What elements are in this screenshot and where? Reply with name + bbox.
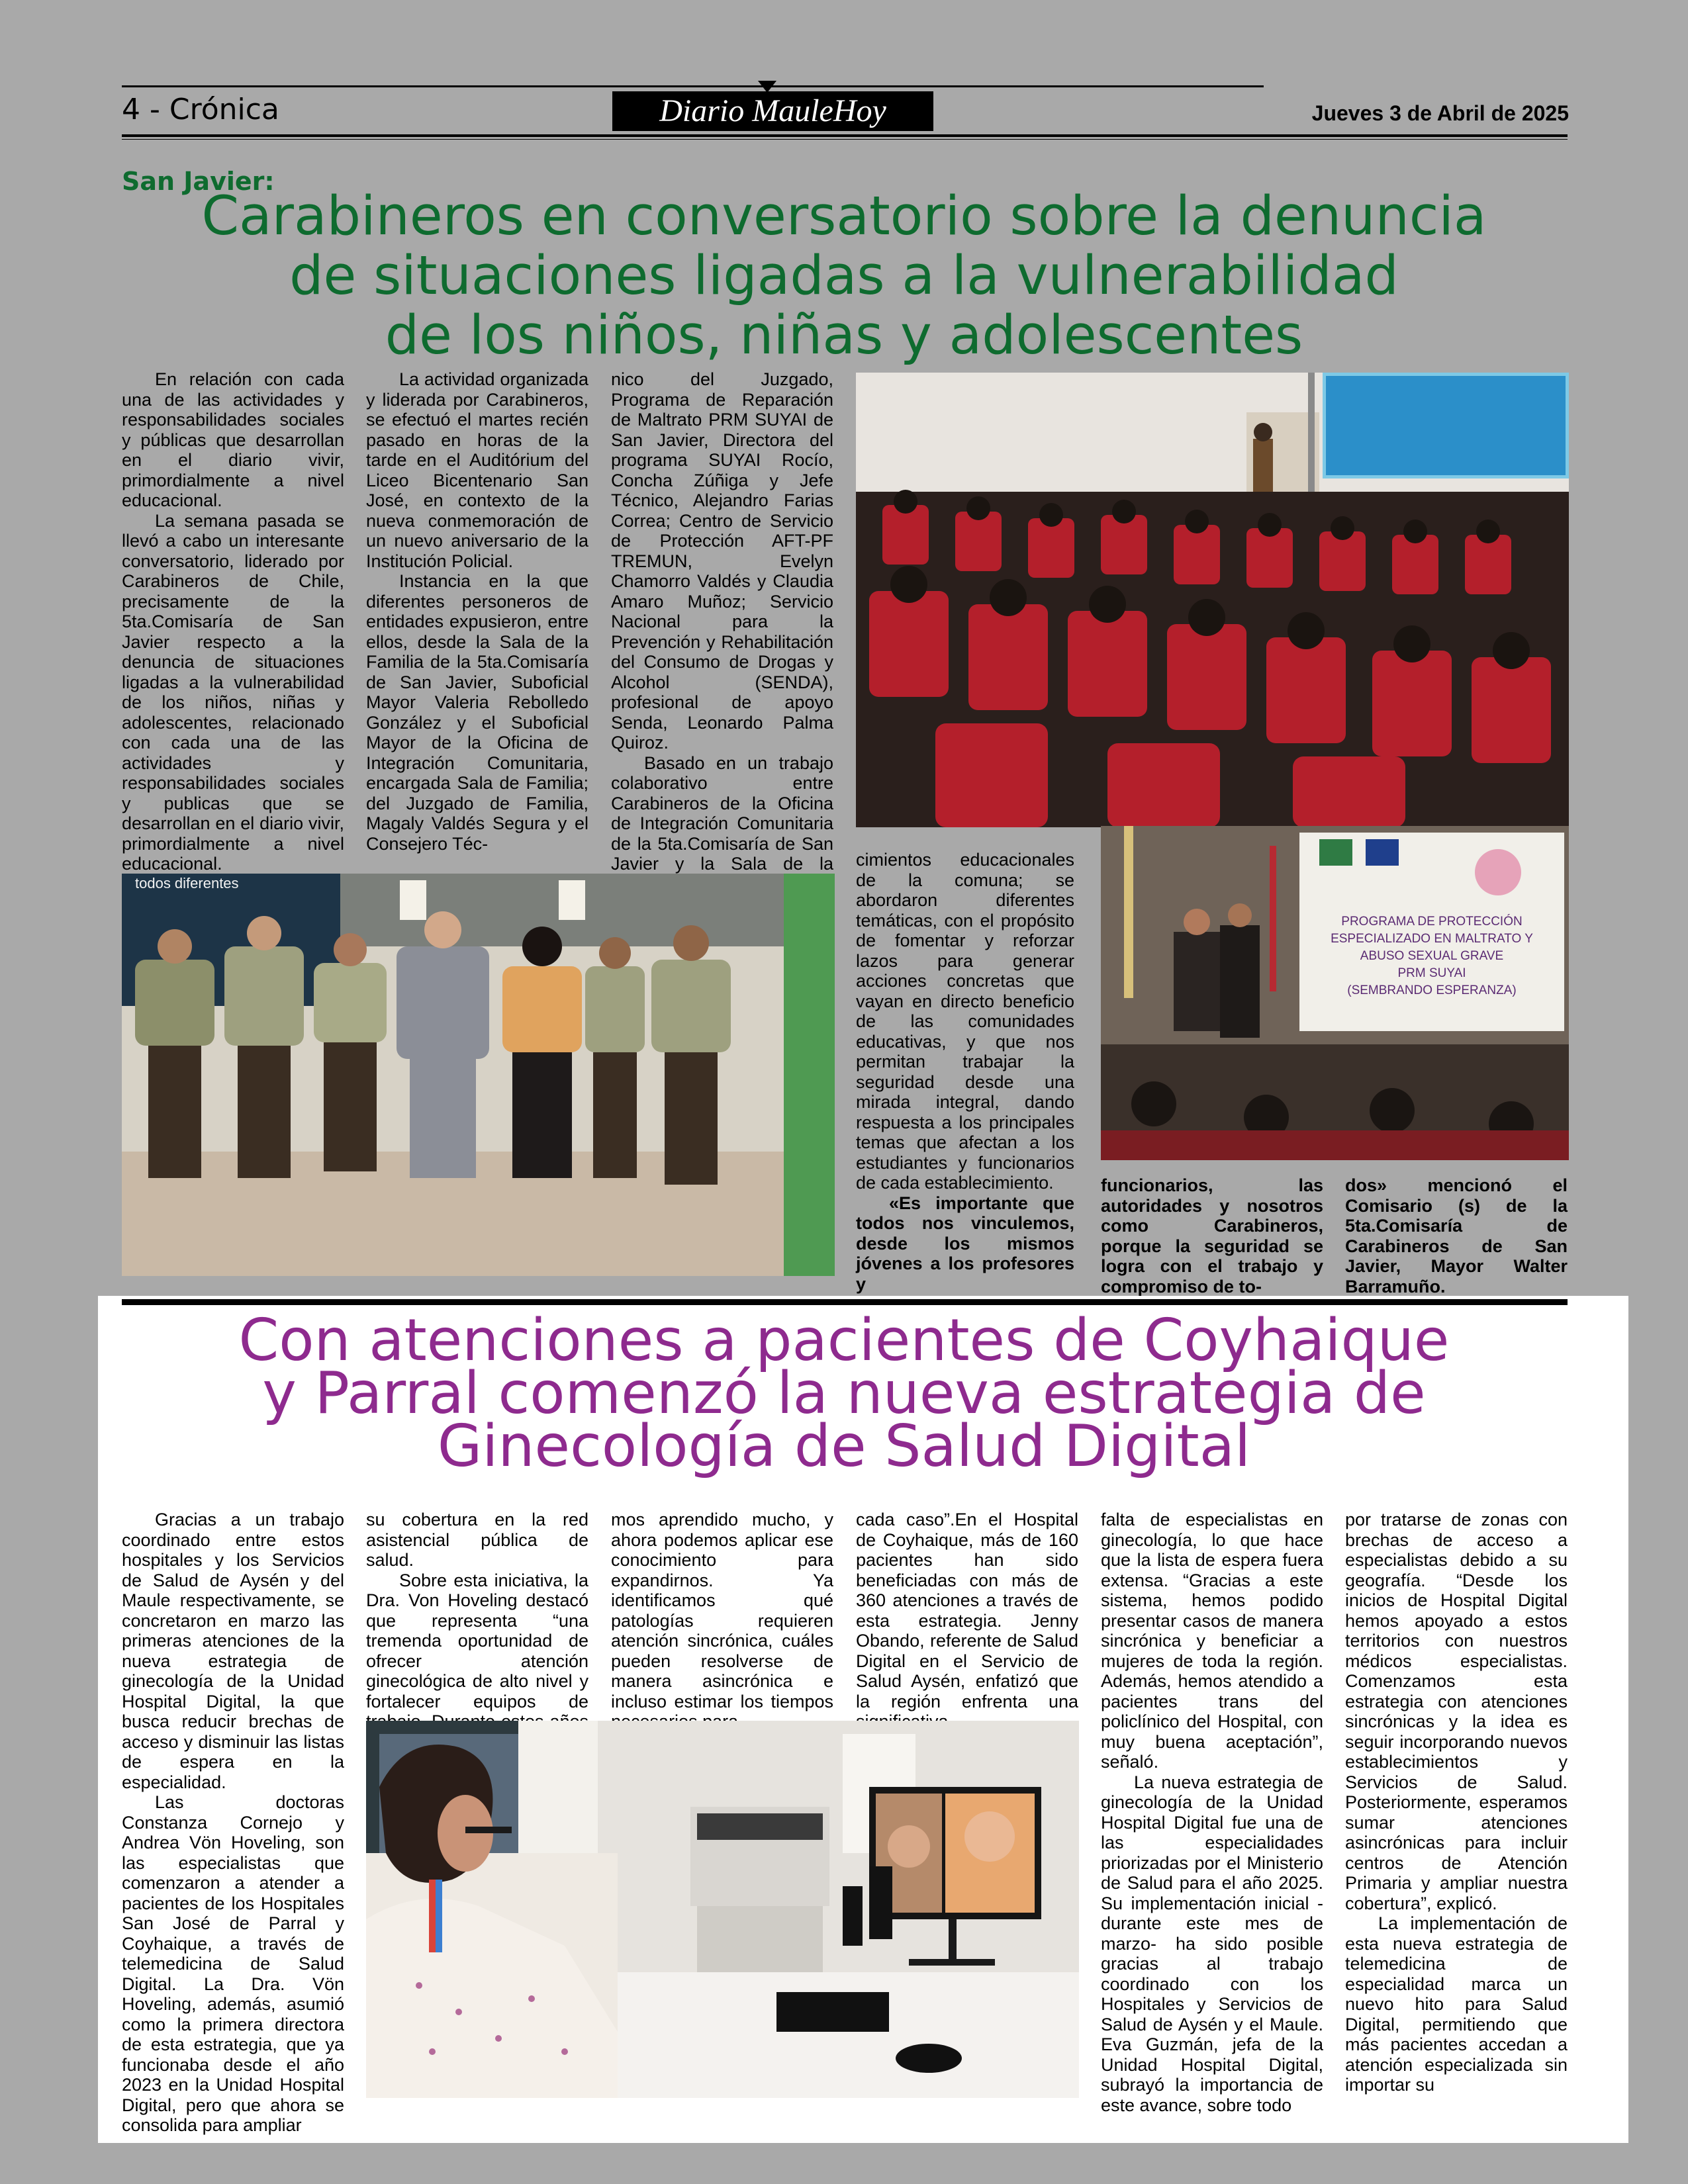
- article1-kicker: San Javier:: [122, 167, 275, 196]
- article2-column-6: [1345, 1510, 1568, 2095]
- article2-column-5: [1101, 1510, 1323, 2115]
- paragraph: Gracias a un trabajo coordinado entre estos hospitales y los Servicios de Salud de Aysén y del Maule respectivamente, se concretaron en marzo las primeras atenciones de la nueva estrategia de ginecología de la Unidad Hospital Digital, la que busca reducir brechas de acceso y disminuir las listas de espera en la especialidad.: [122, 1510, 344, 1792]
- quote-paragraph: dos» mencionó el Comisario (s) de la 5ta.Comisaría de Carabineros de San Javier, Mayor Walter Barramuño.: [1345, 1175, 1568, 1297]
- article1-column-3: [611, 369, 833, 915]
- slide-line1: PROGRAMA DE PROTECCIÓN: [1341, 915, 1523, 929]
- paragraph: La implementación de esta nueva estrategia de telemedicina de especialidad marca un nuevo hito para Salud Digital, permitiendo que más pacientes accedan a atención especializada sin importar su: [1345, 1913, 1568, 2095]
- paragraph: La actividad organizada y liderada por Carabineros, se efectuó el martes recién pasado en horas de la tarde en el Auditórium del Liceo Bicentenario San José, en contexto de la nueva conmemoración de un nuevo aniversario de la Institución Policial.: [366, 369, 588, 571]
- article1-column-5: [1101, 1175, 1323, 1297]
- header-bottom-rule-thin: [122, 139, 1568, 140]
- paragraph: Basado en un trabajo colaborativo entre Carabineros de la Oficina de Integración Comunitaria de la 5ta.Comisaría de San Javier y la Sala de la: [611, 752, 833, 874]
- article2-column-3: [611, 1510, 833, 1732]
- article2-headline-line2: y Parral comenzó la nueva estrategia de: [262, 1359, 1426, 1427]
- slide-line3: ABUSO SEXUAL GRAVE: [1360, 949, 1504, 963]
- article1-headline-line3: de los niños, niñas y adolescentes: [385, 304, 1303, 367]
- paragraph: En relación con cada una de las actividades y responsabilidades sociales y públicas que desarrollan en el diario vivir, primordialmente a nivel educacional.: [122, 369, 344, 510]
- slide-line4: PRM SUYAI: [1397, 966, 1466, 980]
- article2-column-4: [856, 1510, 1078, 1732]
- header-top-rule: [122, 85, 1264, 87]
- slide-line5: (SEMBRANDO ESPERANZA): [1347, 983, 1517, 997]
- article2-column-2: [366, 1510, 588, 1752]
- article2-column-1: [122, 1510, 344, 2136]
- slide-photo-icon: [1101, 826, 1569, 1160]
- article2-headline-line3: Ginecología de Salud Digital: [437, 1412, 1251, 1480]
- article2-headline: [99, 1306, 1589, 1480]
- masthead-bolt-icon: [758, 81, 776, 93]
- section-label: 4 - Crónica: [122, 93, 279, 126]
- paragraph: Instancia en la que diferentes personeros de entidades expusieron, entre ellos, desde la Sala de la Familia de la 5ta.Comisaría de San Javier, Suboficial Mayor Valeria Rebolledo González y el Suboficial Mayor de la Oficina de Integración Comunitaria, encargada Sala de Familia; del Juzgado de Familia, Magaly Valdés Segura y el Consejero Téc-: [366, 571, 588, 854]
- article2-top-rule: [122, 1299, 1568, 1305]
- masthead-logo: [612, 91, 933, 131]
- auditorium-photo-svg: [856, 373, 1569, 827]
- auditorium-photo-icon: [856, 373, 1569, 827]
- paragraph: cimientos educacionales de la comuna; se abordaron diferentes temáticas, con el propósito de fomentar y reforzar lazos para generar acciones concretas que vayan en directo beneficio de las comunidades educativas, y que nos permitan trabajar la seguridad desde una mirada integral, dando respuesta a los principales temas que afectan a los estudiantes y funcionarios de cada establecimiento.: [856, 850, 1074, 1193]
- article1-column-2: [366, 369, 588, 854]
- article1-headline-line1: Carabineros en conversatorio sobre la denuncia: [201, 185, 1487, 248]
- article1-headline: [99, 187, 1589, 365]
- slide-line2: ESPECIALIZADO EN MALTRATO Y: [1331, 932, 1533, 946]
- group-photo-svg: [122, 874, 835, 1276]
- article1-headline-line2: de situaciones ligadas a la vulnerabilidad: [289, 245, 1399, 307]
- paragraph: por tratarse de zonas con brechas de acceso a especialistas debido a su geografía. “Desde los inicios de Hospital Digital hemos apoyado a estos territorios con nuestros médicos especialistas. Comenzamos esta estrategia con atenciones sincrónicas y la idea es seguir incorporando nuevos establecimientos y Servicios de Salud. Posteriormente, esperamos sumar atenciones asincrónicas para incluir centros de Atención Primaria y ampliar nuestra cobertura”, explicó.: [1345, 1510, 1568, 1913]
- quote-paragraph: funcionarios, las autoridades y nosotros como Carabineros, porque la seguridad se logra con el trabajo y compromiso de to-: [1101, 1175, 1323, 1297]
- paragraph: Sobre esta iniciativa, la Dra. Von Hoveling destacó que representa “una tremenda oportunidad de ofrecer atención ginecológica de alto nivel y fortalecer equipos de: [366, 1570, 588, 1711]
- paragraph: cada caso”.En el Hospital de Coyhaique, más de 160 pacientes han sido beneficiadas con más de 360 atenciones a través de esta estrategia. Jenny Obando, referente de Salud Digital en el Servicio de Salud Aysén, enfatizó que la región enfrenta una: [856, 1510, 1078, 1711]
- doctor-photo-icon: [366, 1721, 1079, 2098]
- article1-column-1: [122, 369, 344, 874]
- paragraph: falta de especialistas en ginecología, lo que hace que la lista de espera fuera extensa. “Gracias a este sistema, hemos podido presentar casos de manera sincrónica y beneficiar a mujeres de toda la región. Además, hemos atendido a pacientes trans del policlínico del Hospital, con muy buena aceptación”, señaló.: [1101, 1510, 1323, 1772]
- article2-headline-line1: Con atenciones a pacientes de Coyhaique: [238, 1306, 1450, 1374]
- quote-paragraph: «Es importante que todos nos vinculemos, desde los mismos jóvenes a los profesores y: [856, 1193, 1074, 1294]
- group-photo-icon: [122, 874, 835, 1276]
- masthead-text: Diario MauleHoy: [659, 93, 886, 128]
- paragraph: Las doctoras Constanza Cornejo y Andrea Vön Hoveling, son las especialistas que comenzaron a atender a pacientes de los Hospitales San José de Parral y Coyhaique, a través de telemedicina de Salud Digital. La Dra. Vön Hoveling, además, asumió como la primera directora de esta estrategia, que ya funcionaba desde el año 2023 en la Unidad Hospital Digital, pero que ahora se consolida para ampliar: [122, 1792, 344, 2135]
- banner-text: todos diferentes: [135, 875, 239, 891]
- paragraph: nico del Juzgado, Programa de Reparación de Maltrato PRM SUYAI de San Javier, Directora del programa SUYAI Rocío, Concha Zúñiga y Jefe Técnico, Alejandro Farias Correa; Centro de Servicio de Protección AFT-PF TREMUN, Evelyn Chamorro Valdés y Claudia Amaro Muñoz; Servicio Nacional para la Prevención y Rehabilitación del Consumo de Drogas y Alcohol (SENDA), profesional de apoyo Senda, Leonardo Palma Quiroz.: [611, 369, 833, 752]
- issue-date: Jueves 3 de Abril de 2025: [1311, 101, 1569, 125]
- paragraph: mos aprendido mucho, y ahora podemos aplicar ese conocimiento para expandirnos. Ya identificamos qué patologías requieren atención sincrónica, cuáles pueden resolverse de manera asincrónica e incluso estimar los tiempos: [611, 1510, 833, 1711]
- slide-photo-svg: [1101, 826, 1569, 1160]
- paragraph: su cobertura en la red asistencial pública de salud.: [366, 1510, 588, 1570]
- article1-column-4: [856, 850, 1074, 1294]
- paragraph: La nueva estrategia de ginecología de la Unidad Hospital Digital fue una de las especialidades priorizadas por el Ministerio de Salud para el año 2025. Su implementación inicial - durante este mes de marzo- ha sido posible gracias al trabajo coordinado con los Hospitales y Servicios de Salud de Aysén y el Maule. Eva Guzmán, jefa de la Unidad Hospital Digital, subrayó la importancia de este avance, sobre todo: [1101, 1772, 1323, 2115]
- header-bottom-rule: [122, 134, 1568, 137]
- article1-column-6: [1345, 1175, 1568, 1297]
- doctor-photo-svg: [366, 1721, 1079, 2098]
- paragraph: La semana pasada se llevó a cabo un interesante conversatorio, liderado por Carabineros de Chile, precisamente de la 5ta.Comisaría de San Javier respecto a la denuncia de situaciones ligadas a la vulnerabilidad de los niños, niñas y adolescentes, relacionado con cada una de las actividades y responsabilidades sociales y publicas que se desarrollan en el diario vivir, primordialmente a nivel educacional.: [122, 510, 344, 874]
